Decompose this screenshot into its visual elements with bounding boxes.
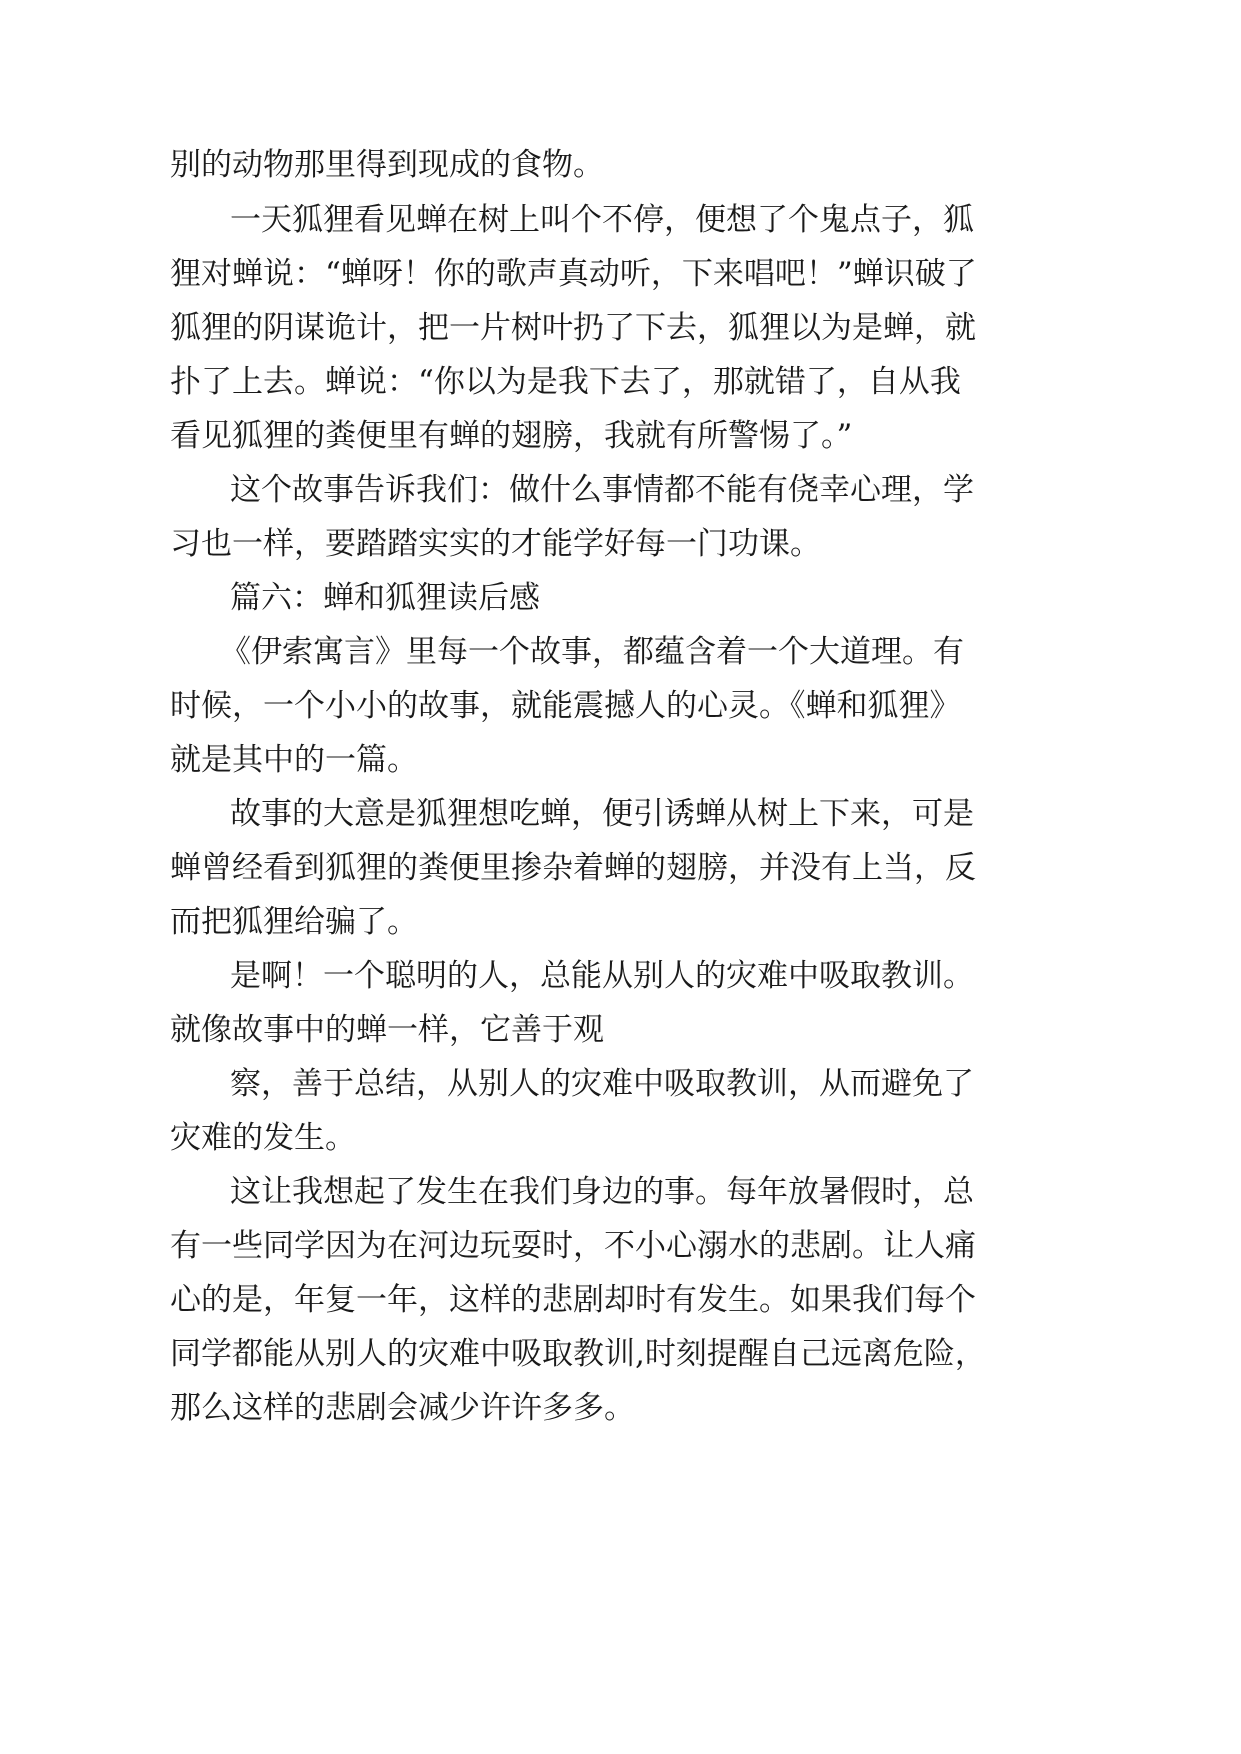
text-line: 而把狐狸给骗了。	[170, 904, 418, 940]
text-line: 就像故事中的蝉一样，它善于观	[170, 1012, 604, 1048]
text-line: 蝉曾经看到狐狸的粪便里掺杂着蝉的翅膀，并没有上当，反	[170, 850, 976, 886]
text-line: 故事的大意是狐狸想吃蝉，便引诱蝉从树上下来，可是	[230, 796, 974, 832]
text-line: 同学都能从别人的灾难中吸取教训,时刻提醒自己远离危险，	[170, 1336, 986, 1372]
text-line: 是啊！一个聪明的人，总能从别人的灾难中吸取教训。	[230, 958, 974, 994]
text-line: 有一些同学因为在河边玩耍时，不小心溺水的悲剧。让人痛	[170, 1228, 976, 1264]
text-line: 别的动物那里得到现成的食物。	[170, 147, 604, 183]
text-line: 这个故事告诉我们：做什么事情都不能有侥幸心理，学	[230, 472, 974, 508]
text-line: 狸对蝉说：“蝉呀！你的歌声真动听，下来唱吧！”蝉识破了	[170, 256, 977, 292]
text-line: 灾难的发生。	[170, 1120, 356, 1156]
text-line: 《伊索寓言》里每一个故事，都蕴含着一个大道理。有	[220, 634, 964, 670]
text-line: 察，善于总结，从别人的灾难中吸取教训，从而避免了	[230, 1066, 974, 1102]
text-line: 习也一样，要踏踏实实的才能学好每一门功课。	[170, 526, 821, 562]
text-line: 就是其中的一篇。	[170, 742, 418, 778]
text-line: 狐狸的阴谋诡计，把一片树叶扔了下去，狐狸以为是蝉，就	[170, 310, 976, 346]
section-heading: 篇六：蝉和狐狸读后感	[230, 580, 540, 616]
text-line: 时候，一个小小的故事，就能震撼人的心灵。《蝉和狐狸》	[170, 688, 961, 724]
text-line: 那么这样的悲剧会减少许许多多。	[170, 1390, 635, 1426]
text-line: 这让我想起了发生在我们身边的事。每年放暑假时，总	[230, 1174, 974, 1210]
text-line: 一天狐狸看见蝉在树上叫个不停，便想了个鬼点子，狐	[230, 202, 974, 238]
text-line: 扑了上去。蝉说：“你以为是我下去了，那就错了，自从我	[170, 364, 961, 400]
text-line: 心的是，年复一年，这样的悲剧却时有发生。如果我们每个	[170, 1282, 976, 1318]
text-line: 看见狐狸的粪便里有蝉的翅膀，我就有所警惕了。”	[170, 418, 853, 454]
